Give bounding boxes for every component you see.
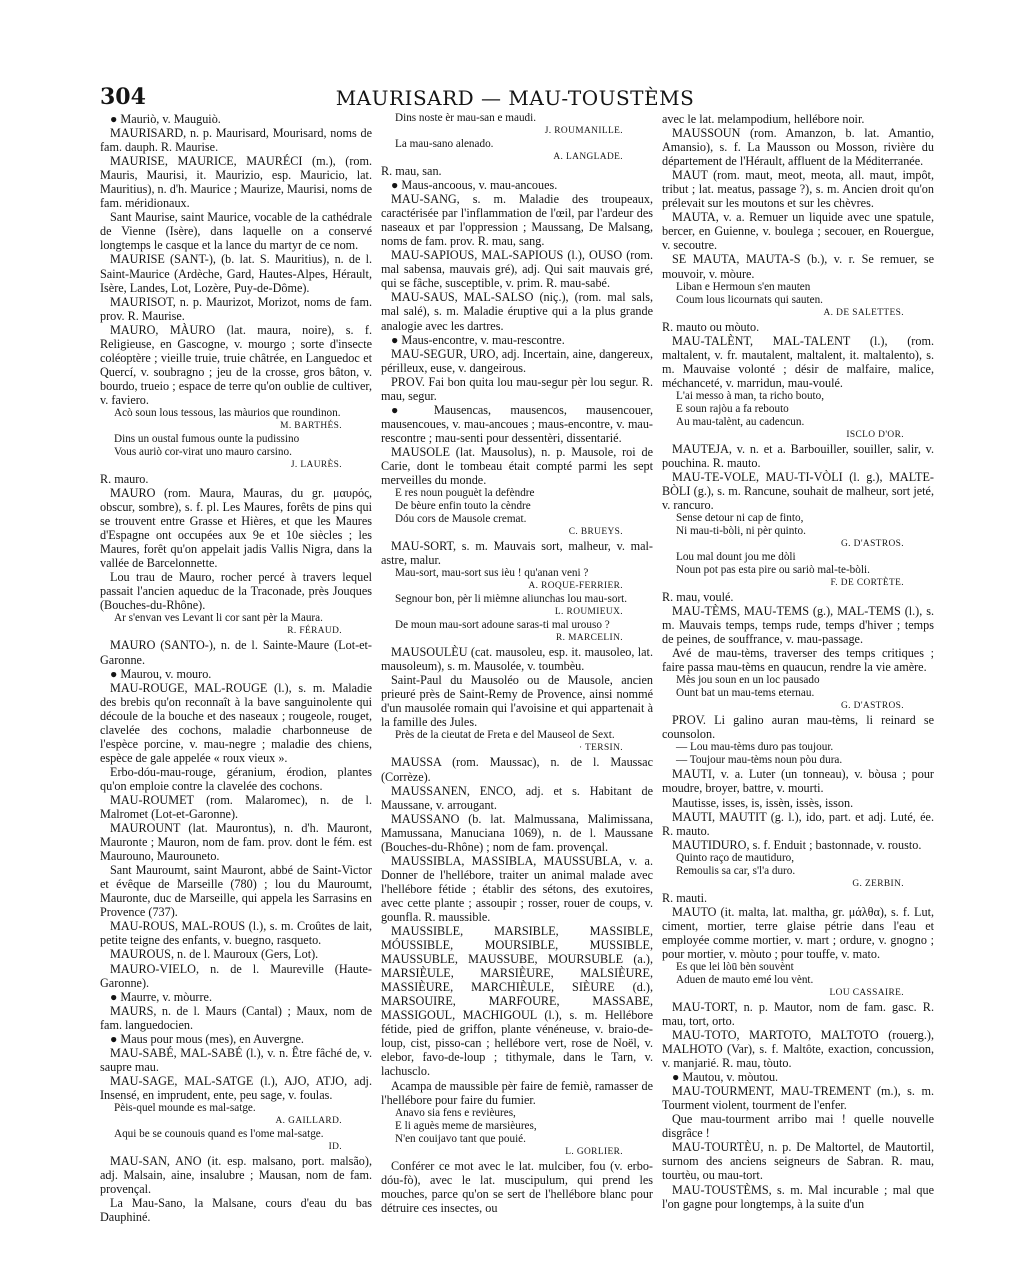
- page-header: [100, 84, 930, 114]
- dictionary-entry: Sant Maurise, saint Maurice, vocable de la cathédrale de Vienne (Isère), dans laquelle on a conservé longtemps le casque et la lance du martyr de ce nom.: [100, 210, 372, 253]
- dictionary-entry: Conférer ce mot avec le lat. mulciber, fou (v. erbo-dóu-fò), avec le lat. muscipulum, qui prend les mouches, parce qu'on se sert de l'hellébore blanc pour détruire ces insectes, ou: [381, 1158, 653, 1215]
- page-number: 304: [100, 84, 146, 110]
- dictionary-entry: MAUSSOUN (rom. Amanzon, b. lat. Amantio, Amansio), s. f. La Mausson ou Mosson, rivière du département de l'Hérault, affluent de la Méditerranée.: [662, 126, 934, 169]
- dictionary-entry: MAURS, n. de l. Maurs (Cantal) ; Maux, nom de fam. languedocien.: [100, 1003, 372, 1032]
- dictionary-entry: MAURO-VIELO, n. de l. Maureville (Haute-Garonne).: [100, 961, 372, 990]
- quotation-attribution: F. DE CORTÈTE.: [830, 578, 904, 589]
- reference-line: avec le lat. melampodium, hellébore noir.: [662, 112, 865, 126]
- dictionary-entry: MAURISOT, n. p. Maurizot, Morizot, noms de fam. prov. R. Maurise.: [100, 294, 372, 323]
- quotation-attribution: A. ROQUE-FERRIER.: [528, 581, 623, 592]
- dictionary-entry: MAU-TÈMS, MAU-TEMS (g.), MAL-TEMS (l.), s. m. Mauvais temps, temps rude, temps d'hiver ; temps de peines, de souffrance, v. mau-passage.: [662, 604, 934, 647]
- dictionary-entry: MAUSSANEN, ENCO, adj. et s. Habitant de Maussane, v. arrougant.: [381, 783, 653, 812]
- dictionary-entry: MAUSSANO (b. lat. Malmussana, Malimissana, Mamussana, Manuciana 1069), n. de l. Maussane (Bouches-du-Rhône) ; nom de fam. provençal.: [381, 811, 653, 854]
- dictionary-entry: MAU-SAGE, MAL-SATGE (l.), AJO, ATJO, adj. Insensé, en imprudent, ente, peu sage, v. foulas.: [100, 1073, 372, 1102]
- dictionary-entry: Que mau-tourment arribo mai ! quelle nouvelle disgrâce !: [662, 1112, 934, 1141]
- quotation: La mau-sano alenado.: [395, 138, 494, 150]
- dictionary-entry: MAUSOLE (lat. Mausolus), n. p. Mausole, roi de Carie, dont le tombeau était compté parmi les sept merveilles du monde.: [381, 444, 653, 488]
- dictionary-entry: PROV. Li galino auran mau-tèms, li reinard se counsolon.: [662, 713, 934, 742]
- dictionary-entry: MAURO, MÀURO (lat. maura, noire), s. f. Religieuse, en Gascogne, v. mourgo ; sorte d'insecte coléoptère ; vieille truie, truie châtrée, en Languedoc et Quercí, v. soubragno ; jeu de la crosse, gros bâton, v. bourdo, trueio ; espace de terre qu'on oublie de cultiver, v. faviero.: [100, 322, 372, 407]
- quotation-attribution: G. ZERBIN.: [852, 878, 904, 889]
- column-left: [100, 112, 372, 1225]
- quotation: De moun mau-sort adoune saras-ti mal urouso ?: [395, 619, 610, 632]
- quotation: Près de la cieutat de Freta e del Mauseol de Sext.: [395, 729, 615, 742]
- dictionary-entry: ● Maurre, v. mòurre.: [110, 989, 213, 1004]
- quotation: — Lou mau-tèms duro pas toujour. — Toujour mau-tèms noun pòu dura.: [676, 741, 843, 767]
- quotation: Mau-sort, mau-sort sus ièu ! qu'anan veni ?: [395, 567, 589, 580]
- dictionary-entry: ● Maus-encontre, v. mau-rescontre.: [391, 332, 565, 347]
- reference-line: R. mau, voulé.: [662, 590, 734, 605]
- dictionary-entry: MAU-SEGUR, URO, adj. Incertain, aine, dangereux, périlleux, euse, v. dangeirous.: [381, 346, 653, 375]
- column-middle: [381, 112, 653, 1215]
- dictionary-entry: MAUSSA (rom. Maussac), n. de l. Maussac (Corrèze).: [381, 755, 653, 784]
- quotation: Pèis-quel mounde es mal-satge.: [114, 1102, 256, 1114]
- dictionary-entry: PROV. Fai bon quita lou mau-segur pèr lou segur. R. mau, segur.: [381, 374, 653, 403]
- dictionary-entry: MAUTIDURO, s. f. Enduit ; bastonnade, v. rousto.: [672, 837, 922, 852]
- quotation: Segnour bon, pèr li mièmne aliunchas lou mau-sort.: [395, 593, 628, 606]
- dictionary-entry: MAU-SORT, s. m. Mauvais sort, malheur, v. mal-astre, malur.: [381, 539, 653, 568]
- dictionary-entry: Saint-Paul du Mausoléo ou de Mausole, ancien prieuré près de Saint-Remy de Provence, ainsi nommé d'un mausolée romain qui l'avoisine et qui appartenait à la famille des Jules.: [381, 673, 653, 730]
- quotation-attribution: M. BARTHÉS.: [280, 420, 342, 431]
- quotation: Acò soun lous tessous, las màurios que roundinon.: [114, 406, 341, 419]
- running-head: MAURISARD — MAU-TOUSTÈMS: [335, 86, 695, 110]
- reference-line: R. mauti.: [662, 890, 708, 905]
- dictionary-entry: Lou trau de Mauro, rocher percé à travers lequel passait l'ancien aqueduc de la Traconade, près Jouques (Bouches-du-Rhône).: [100, 570, 372, 613]
- dictionary-entry: La Mau-Sano, la Malsane, cours d'eau du bas Dauphiné.: [100, 1196, 372, 1225]
- dictionary-entry: MAURISE, MAURICE, MAURÉCI (m.), (rom. Mauris, Maurisi, it. Maurizio, esp. Mauricio, lat. Mauritius), n. d'h. Maurice ; Maurize, Maurisi, noms de fam. méridionaux.: [100, 154, 372, 211]
- dictionary-entry: MAU-TORT, n. p. Mautor, nom de fam. gasc. R. mau, tort, orto.: [662, 999, 934, 1028]
- dictionary-entry: SE MAUTA, MAUTA-S (b.), v. r. Se remuer, se mouvoir, v. mòure.: [662, 252, 934, 281]
- dictionary-entry: MAUT (rom. maut, meot, meota, all. maut, impôt, tribut ; lat. meatus, passage ?), s. m. Ancien droit qu'on prélevait sur les moutons et sur les chèvres.: [662, 168, 934, 211]
- quotation-attribution: A. LANGLADE.: [553, 152, 623, 162]
- dictionary-entry: MAU-SAPIOUS, MAL-SAPIOUS (l.), OUSO (rom. mal sabensa, mauvais gré), adj. Qui sait mauvais gré, qui se fâche, susceptible, v. prim. R. mau-sabé.: [381, 248, 653, 291]
- dictionary-entry: MAU-SAUS, MAL-SALSO (niç.), (rom. mal sals, mal salé), s. m. Maladie éruptive qui a la plus grande analogie avec les dartres.: [381, 290, 653, 333]
- dictionary-entry: ● Maus-ancoous, v. mau-ancoues.: [391, 178, 558, 193]
- quotation: Lou mal dount jou me dòli Noun pot pas esta pire ou sariò mal-te-bòli.: [676, 551, 870, 577]
- quotation-attribution: J. ROUMANILLE.: [544, 126, 623, 136]
- dictionary-entry: MAURO (SANTO-), n. de l. Sainte-Maure (Lot-et-Garonne.: [100, 638, 372, 667]
- dictionary-entry: MAUTI, v. a. Luter (un tonneau), v. bòusa ; pour moudre, broyer, battre, v. mourti.: [662, 767, 934, 796]
- quotation: Liban e Hermoun s'en mauten Coum lous licournats qui sauten.: [676, 280, 823, 306]
- dictionary-entry: MAU-SAN, ANO (it. esp. malsano, port. malsão), adj. Malsain, aine, insalubre ; Mausan, nom de fam. provençal.: [100, 1154, 372, 1197]
- quotation-attribution: J. LAURÈS.: [290, 459, 342, 470]
- dictionary-entry: MAU-ROUGE, MAL-ROUGE (l.), s. m. Maladie des brebis qu'on reconnaît à la bave sanguinolente qui découle de la bouche et des naseaux ; rougeole, rouget, clavelée des cochons, maladie charbonneuse de l'espèce porcine, v. mau-negre ; maladie des chiens, espèce de gale appelée « roux vieux ».: [100, 680, 372, 765]
- dictionary-entry: MAUSSIBLA, MASSIBLA, MAUSSUBLA, v. a. Donner de l'hellébore, traiter un animal malade avec l'hellébore fétide ; établir des sétons, des exutoires, avec cette plante ; assoupir ; rosser, rouer de coups, v. gounfla. R. maussible.: [381, 853, 653, 924]
- quotation-attribution: R. MARCELIN.: [555, 633, 623, 644]
- dictionary-entry: ● Maurou, v. mouro.: [110, 666, 212, 681]
- dictionary-entry: MAUTA, v. a. Remuer un liquide avec une spatule, bercer, en Guienne, v. boulega ; secouer, en Rouergue, v. secoutre.: [662, 210, 934, 253]
- dictionary-entry: MAU-ROUS, MAL-ROUS (l.), s. m. Croûtes de lait, petite teigne des enfants, v. buegno, rasqueto.: [100, 919, 372, 948]
- quotation-attribution: L. ROUMIEUX.: [554, 607, 623, 618]
- quotation-attribution: A. GAILLARD.: [275, 1116, 342, 1126]
- quotation-attribution: L. GORLIER.: [565, 1146, 623, 1157]
- dictionary-entry: MAU-TOTO, MARTOTO, MALTOTO (rouerg.), MALHOTO (Var), s. f. Maltôte, exaction, concussion, v. manjarié. R. mau, tòuto.: [662, 1028, 934, 1071]
- dictionary-entry: ● Mautou, v. mòutou.: [672, 1070, 779, 1085]
- dictionary-entry: Sant Mauroumt, saint Mauront, abbé de Saint-Victor et évêque de Marseille (780) ; lou du Mauroumt, Mauronte, duc de Marseille, qui appela les Sarrasins en Provence (737).: [100, 863, 372, 920]
- dictionary-entry: Erbo-dóu-mau-rouge, géranium, érodion, plantes qu'on emploie contre la clavelée des cochons.: [100, 764, 372, 793]
- dictionary-entry: MAUTI, MAUTIT (g. l.), ido, part. et adj. Luté, ée. R. mauto.: [662, 809, 934, 838]
- quotation: Dins un oustal fumous ounte la pudissino Vous auriò cor-virat uno mauro carsino.: [114, 432, 300, 458]
- reference-line: R. mauto ou mòuto.: [662, 319, 760, 334]
- dictionary-entry: ● Maus pour mous (mes), en Auvergne.: [110, 1031, 304, 1046]
- quotation-attribution: G. D'ASTROS.: [840, 701, 904, 712]
- quotation: Es que lei lòū bèn souvènt Aduen de mauto emé lou vènt.: [676, 960, 814, 986]
- quotation: Anavo sia fens e revièures, E li aguès meme de marsièures, N'en couijavo tant que pouié.: [395, 1106, 537, 1145]
- quotation: L'ai messo à man, ta richo bouto, E soun rajòu a fa rebouto Au mau-talènt, au cadencun.: [676, 389, 825, 428]
- quotation-attribution: ISCLO D'OR.: [846, 429, 904, 440]
- quotation-attribution: ID.: [328, 1142, 342, 1152]
- quotation-attribution: A. DE SALETTES.: [823, 307, 904, 318]
- dictionary-entry: MAU-TOURTÈU, n. p. De Maltortel, de Mautortil, surnom des anciens seigneurs de Sabran. R. mau, tourtèu, ou mau-tort.: [662, 1140, 934, 1183]
- dictionary-entry: MAU-TE-VOLE, MAU-TI-VÒLI (l. g.), MALTE-BÒLI (g.), s. m. Rancune, souhait de malheur, sort jeté, v. rancuro.: [662, 469, 934, 512]
- quotation-attribution: R. FÉRAUD.: [287, 626, 342, 637]
- dictionary-entry: MAU-ROUMET (rom. Malaromec), n. de l. Malromet (Lot-et-Garonne).: [100, 792, 372, 822]
- dictionary-entry: MAUSOULÈU (cat. mausoleu, esp. it. mausoleo, lat. mausoleum), s. m. Mausolée, v. toumbèu.: [381, 645, 653, 674]
- dictionary-entry: MAUTO (it. malta, lat. maltha, gr. μάλθα), s. f. Lut, ciment, mortier, terre glaise pétrie dans l'eau et employée comme mortier, v. mart ; ordure, v. gnogno ; pour mortier, v. mòuto ; pour touffe, v. mato.: [662, 904, 934, 961]
- dictionary-entry: MAUTEJA, v. n. et a. Barbouiller, souiller, salir, v. pouchina. R. mauto.: [662, 441, 934, 470]
- quotation-attribution: · TERSIN.: [578, 743, 623, 754]
- quotation: Ar s'envan ves Levant li cor sant pèr la Maura.: [114, 612, 323, 625]
- dictionary-entry: ● Mauriò, v. Mauguiò.: [110, 112, 221, 126]
- quotation: Dins noste èr mau-san e maudi.: [395, 112, 537, 124]
- dictionary-entry: MAUROUS, n. de l. Mauroux (Gers, Lot).: [110, 947, 319, 962]
- dictionary-entry: MAURISARD, n. p. Maurisard, Mourisard, noms de fam. dauph. R. Maurise.: [100, 126, 372, 155]
- quotation-attribution: C. BRUEYS.: [568, 527, 623, 538]
- dictionary-entry: MAUSSIBLE, MARSIBLE, MASSIBLE, MÓUSSIBLE, MOURSIBLE, MUSSIBLE, MAUSSUBLE, MAUSSUBE, MOURSUBLE (a.), MARSIÈULE, MARSIÈURE, MALSIÈURE, MASSIÈURE, MARCHIÈULE, SIÈURE (d.), MARSOUIRE, MARFOURE, MASSABE, MASSIGOUL, MACHIGOUL (l.), s. m. Hellébore fétide, pied de griffon, plante vénéneuse, v. braio-de-loup, cist, pisso-can ; hellébore vert, rose de Noël, v. elebor, favo-de-loup ; tithymale, dans le Tarn, v. lachusclo.: [381, 924, 653, 1079]
- dictionary-entry: MAU-TOUSTÈMS, s. m. Mal incurable ; mal que l'on gagne pour longtemps, à la suite d'un: [662, 1182, 934, 1211]
- column-right: [662, 112, 934, 1211]
- dictionary-entry: MAURISE (SANT-), (b. lat. S. Mauritius), n. de l. Saint-Maurice (Ardèche, Gard, Hautes-Alpes, Hérault, Isère, Landes, Lot, Lozère, Puy-de-Dôme).: [100, 252, 372, 295]
- quotation: Quinto raço de mautiduro, Remoulis sa car, s'l'a duro.: [676, 851, 796, 877]
- reference-line: R. mauro.: [100, 471, 149, 486]
- dictionary-entry: ● Mausencas, mausencos, mausencouer, mausencoues, v. mau-ancoues ; maus-encontre, v. mau-rescontre ; mau-senti pour dessentèri, dissentarié.: [381, 402, 653, 445]
- quotation-attribution: LOU CASSAIRE.: [829, 987, 904, 998]
- dictionary-entry: MAU-SABÉ, MAL-SABÉ (l.), v. n. Être fâché de, v. saupre mau.: [100, 1045, 372, 1074]
- dictionary-entry: MAUROUNT (lat. Maurontus), n. d'h. Mauront, Mauronte ; Mauron, nom de fam. prov. dont le fém. est Maurouno, Maurouneto.: [100, 821, 372, 864]
- dictionary-entry: Avé de mau-tèms, traverser des temps critiques ; faire passa mau-tèms en quaucun, rendre la vie amère.: [662, 646, 934, 675]
- dictionary-entry: MAU-TALÈNT, MAL-TALENT (l.), (rom. maltalent, v. fr. mautalent, maltalent, it. maltalento), s. m. Mauvaise volonté ; désir de malfaire, malice, méchanceté, v. marridun, mau-voulé.: [662, 333, 934, 390]
- dictionary-entry: Acampa de maussible pèr faire de femiè, ramasser de l'hellébore pour faire du fumier.: [381, 1078, 653, 1107]
- dictionary-entry: MAU-TOURMENT, MAU-TREMENT (m.), s. m. Tourment violent, tourment de l'enfer.: [662, 1084, 934, 1113]
- dictionary-entry: Mautisse, isses, is, issèn, issès, isson.: [672, 795, 854, 810]
- quotation: Mès jou soun en un loc pausado Ount bat un mau-tems eternau.: [676, 674, 820, 700]
- quotation: Sense detour ni cap de finto, Ni mau-ti-bòli, ni pèr quinto.: [676, 512, 806, 538]
- dictionary-entry: MAU-SANG, s. m. Maladie des troupeaux, caractérisée par l'inflammation de l'œil, par l'ardeur des naseaux et par l'oppression ; Maussang, De Malsang, noms de fam. prov. R. mau, sang.: [381, 192, 653, 249]
- quotation: E res noun pouguèt la defèndre De bèure enfin touto la cèndre Dóu cors de Mausole cremat.: [395, 487, 535, 526]
- dictionary-entry: MAURO (rom. Maura, Mauras, du gr. μαυρός, obscur, sombre), s. f. pl. Les Maures, forêts de pins qui se trouvent entre Grasse et Hières, et que les Maures d'Espagne ont occupées aux 9e et 10e siècles ; les Maures, forêt qu'on appelait jadis Vallis Nigra, dans la vallée de Barcelonnette.: [100, 486, 372, 571]
- quotation: Aqui be se counouis quand es l'ome mal-satge.: [114, 1128, 324, 1140]
- reference-line: R. mau, san.: [381, 164, 442, 178]
- quotation-attribution: G. D'ASTROS.: [840, 539, 904, 550]
